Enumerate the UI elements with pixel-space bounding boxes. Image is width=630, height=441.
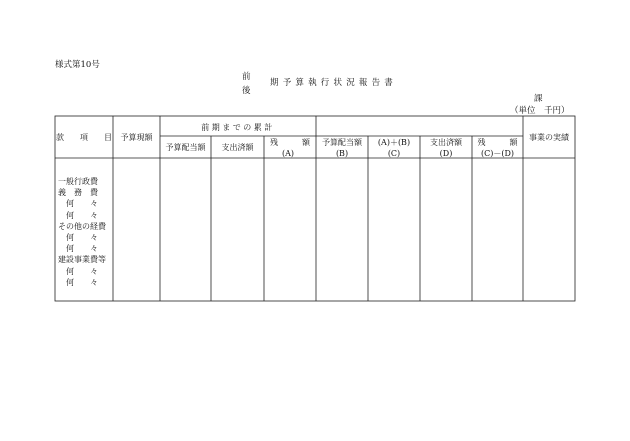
unit-label: （単位 千円） xyxy=(510,106,570,116)
header-cur-allocated-label: 予算配当額 xyxy=(322,138,362,147)
title-prefix-top: 前 xyxy=(242,72,251,82)
form-number: 様式第10号 xyxy=(55,60,100,70)
header-cumulative-group: 前期までの累計 xyxy=(201,123,275,132)
header-balance xyxy=(472,137,523,159)
list-item: 何 々 xyxy=(66,210,98,220)
header-item: 款 項 目 xyxy=(56,133,112,142)
list-item: 何 々 xyxy=(66,277,98,287)
header-balance-label: 残 額 xyxy=(477,138,518,147)
header-sum xyxy=(368,137,420,159)
header-balance-code: (C)－(D) xyxy=(480,149,515,158)
header-sum-code: (C) xyxy=(387,149,401,158)
title-main: 期予算執行状況報告書 xyxy=(270,78,398,88)
title-prefix-bottom: 後 xyxy=(242,86,251,96)
item-list xyxy=(58,176,112,288)
list-item: 何 々 xyxy=(66,244,98,254)
list-item: 何 々 xyxy=(66,233,98,243)
list-item: 建設事業費等 xyxy=(58,255,106,265)
list-item: 何 々 xyxy=(66,266,98,276)
header-budget-current: 予算現額 xyxy=(120,133,153,142)
header-cum-allocated: 予算配当額 xyxy=(165,143,206,152)
header-cum-balance-label: 残 額 xyxy=(270,138,310,147)
header-cur-spent-label: 支出済額 xyxy=(430,138,462,147)
header-cur-spent-code: (D) xyxy=(439,149,453,158)
header-results: 事業の実績 xyxy=(529,133,569,142)
header-cum-spent: 支出済額 xyxy=(221,143,254,152)
header-sum-label: (A)＋(B) xyxy=(377,138,411,147)
list-item: 何 々 xyxy=(66,199,98,209)
list-item: 一般行政費 xyxy=(58,177,98,186)
list-item: その他の経費 xyxy=(58,221,106,231)
header-cur-allocated xyxy=(316,137,368,159)
header-cum-balance xyxy=(264,137,316,159)
header-cum-balance-code: (A) xyxy=(281,149,294,158)
header-cur-allocated-code: (B) xyxy=(335,149,349,158)
department-label: 課 xyxy=(534,94,543,104)
header-cur-spent xyxy=(420,137,472,159)
list-item: 義 務 費 xyxy=(58,188,98,198)
